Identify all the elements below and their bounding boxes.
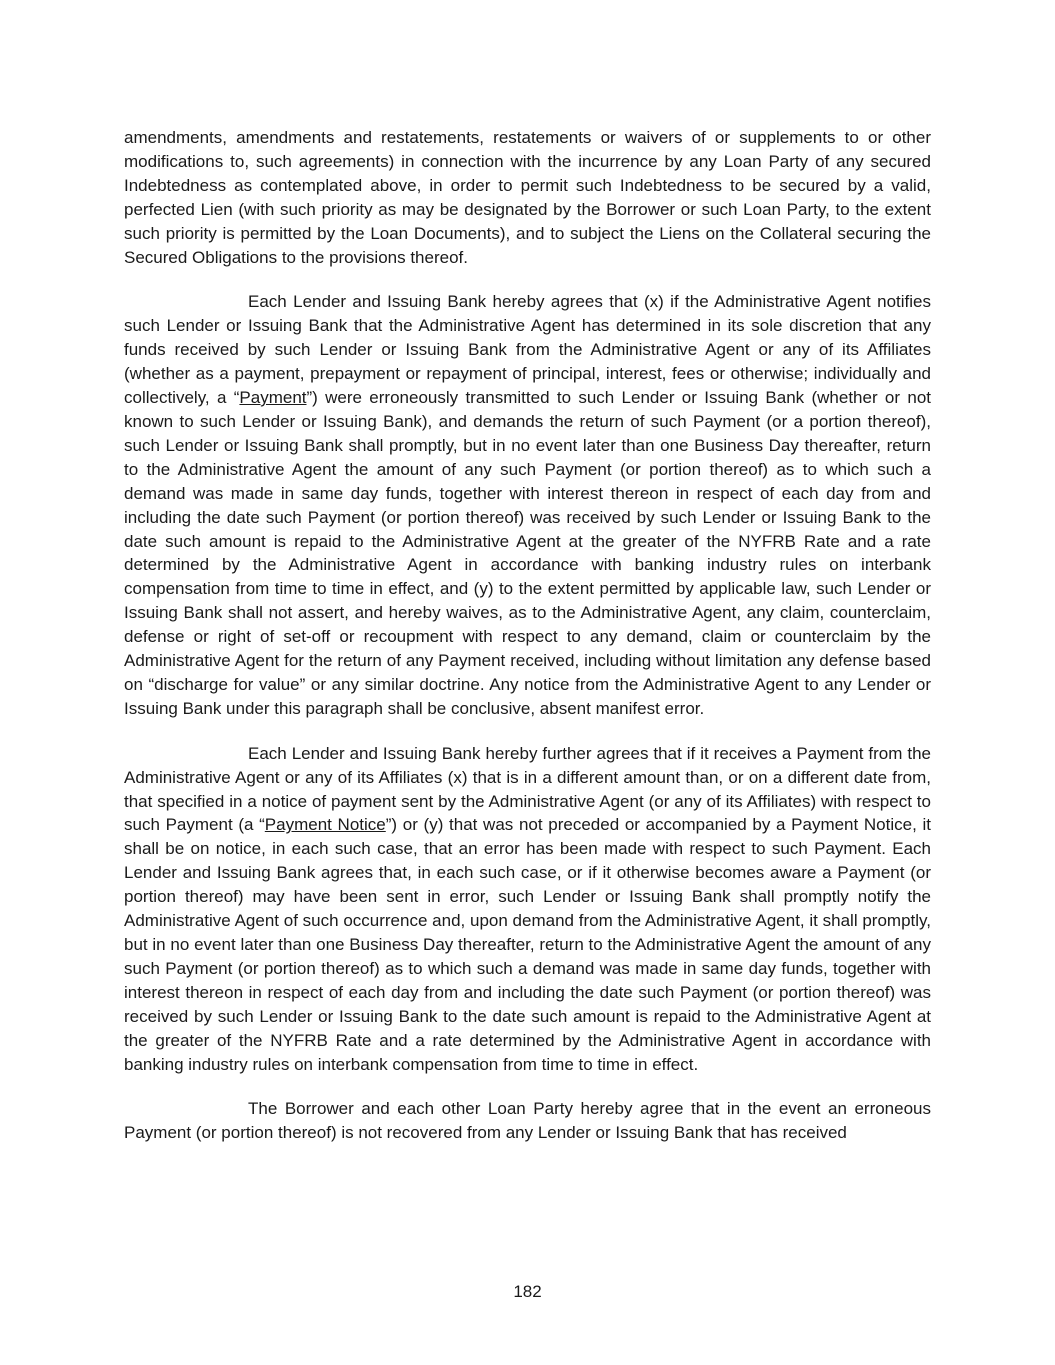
defined-term-payment: Payment bbox=[239, 388, 307, 408]
paragraph-text: Each Lender and Issuing Bank hereby further agrees that if it receives a Payment from the Administrative Agent or any of its Affiliates (x) that is in a different amount than, or on a different date from, that specified in a notice of payment sent by the Administrative Agent (or any of its Affiliates) with respect to such Payment (a “ bbox=[124, 743, 931, 835]
paragraph-text: ”) or (y) that was not preceded or accompanied by a Payment Notice, it shall be on notice, in each such case, that an error has been made with respect to such Payment. Each Lender and Issuing Bank agrees that, in each such case, or if it otherwise becomes aware a Payment (or portion thereof) may have been sent in error, such Lender or Issuing Bank shall promptly notify the Administrative Agent of such occurrence and, upon demand from the Administrative Agent, it shall promptly, but in no event later than one Business Day thereafter, return to the Administrative Agent the amount of any such Payment (or portion thereof) as to which such a demand was made in same day funds, together with interest thereon in respect of each day from and including the date such Payment (or portion thereof) was received by such Lender or Issuing Bank to the date such amount is repaid to the Administrative Agent at the greater of the NYFRB Rate and a rate determined by the Administrative Agent in accordance with banking industry rules on interbank compensation from time to time in effect. bbox=[124, 815, 931, 1074]
paragraph-payment-definition bbox=[124, 290, 931, 720]
paragraph-payment-notice bbox=[124, 742, 931, 1077]
paragraph-borrower-agreement: The Borrower and each other Loan Party hereby agree that in the event an erroneous Payment (or portion thereof) is not recovered from any Lender or Issuing Bank that has received bbox=[124, 1099, 931, 1143]
paragraph-text: ”) were erroneously transmitted to such Lender or Issuing Bank (whether or not known to such Lender or Issuing Bank), and demands the return of such Payment (or a portion thereof), such Lender or Issuing Bank shall promptly, but in no event later than one Business Day thereafter, return to the Administrative Agent the amount of any such Payment (or portion thereof) as to which such a demand was made in same day funds, together with interest thereon in respect of each day from and including the date such Payment (or portion thereof) was received by such Lender or Issuing Bank to the date such amount is repaid to the Administrative Agent at the greater of the NYFRB Rate and a rate determined by the Administrative Agent in accordance with banking industry rules on interbank compensation from time to time in effect, and (y) to the extent permitted by applicable law, such Lender or Issuing Bank shall not assert, and hereby waives, as to the Administrative Agent, any claim, counterclaim, defense or right of set-off or recoupment with respect to any demand, claim or counterclaim by the Administrative Agent for the return of any Payment received, including without limitation any defense based on “discharge for value” or any similar doctrine. Any notice from the Administrative Agent to any Lender or Issuing Bank under this paragraph shall be conclusive, absent manifest error. bbox=[124, 388, 931, 718]
document-body bbox=[124, 126, 931, 1166]
page-number: 182 bbox=[513, 1282, 542, 1301]
defined-term-payment-notice: Payment Notice bbox=[264, 815, 386, 835]
paragraph-amendments: amendments, amendments and restatements, restatements or waivers of or supplements to or other modifications to, such agreements) in connection with the incurrence by any Loan Party of any secured Indebtedness as contemplated above, in order to permit such Indebtedness to be secured by a valid, perfected Lien (with such priority as may be designated by the Borrower or such Loan Party, to the extent such priority is permitted by the Loan Documents), and to subject the Liens on the Collateral securing the Secured Obligations to the provisions thereof. bbox=[124, 128, 931, 267]
paragraph-text: Each Lender and Issuing Bank hereby agrees that (x) if the Administrative Agent notifies such Lender or Issuing Bank that the Administrative Agent has determined in its sole discretion that any funds received by such Lender or Issuing Bank from the Administrative Agent or any of its Affiliates (whether as a payment, prepayment or repayment of principal, interest, fees or otherwise; individually and collectively, a “ bbox=[124, 292, 931, 408]
